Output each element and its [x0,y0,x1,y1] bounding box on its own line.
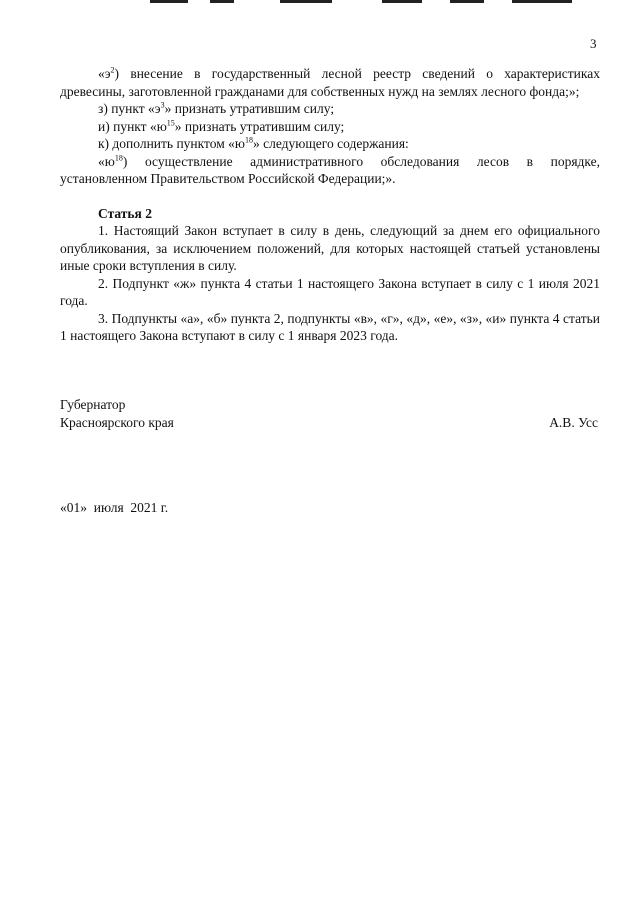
law-text [60,65,600,345]
item-e2-text: внесение в государственный лесной реестр сведений о характеристиках древесины, заготовленной гражданами для собственных нужд на землях лесного фонда;»; [60,66,600,99]
item-e2 [60,65,600,100]
scan-top-edge [150,0,620,4]
signing-date: «01» июля 2021 г. [60,500,169,515]
item-yu18-close: ) [122,153,128,169]
item-k-pre: к) дополнить пунктом «ю [98,136,246,151]
article-2-paragraph-1: 1. Настоящий Закон вступает в силу в день, следующий за днем его официального опубликования, за исключением положений, для которых настоящей статьей установлены иные сроки вступления в силу. [60,223,600,273]
item-yu18-mark: «ю [98,153,115,169]
item-i-sup: 15 [166,118,175,127]
article-2-paragraph-3: 3. Подпункты «а», «б» пункта 2, подпункты «в», «г», «д», «е», «з», «и» пункта 4 статьи 1 настоящего Закона вступают в силу с 1 января 2023 года. [60,310,600,343]
item-k-post: » следующего содержания: [253,136,409,151]
article-2-paragraph-2: 2. Подпункт «ж» пункта 4 статьи 1 настоящего Закона вступает в силу с 1 июля 2021 года. [60,275,600,308]
item-yu18-sup: 18 [114,153,123,162]
item-yu18 [60,153,600,188]
signatory-name: А.В. Усс [549,414,598,430]
item-z [60,100,600,118]
item-i-pre: и) пункт «ю [98,118,167,134]
item-k-sup: 18 [245,135,254,145]
item-yu18-text: осуществление административного обследования лесов в порядке, установленном Правительством Российской Федерации;». [60,153,600,186]
item-z-post: » признать утратившим силу; [164,101,335,116]
item-i-post: » признать утратившим силу; [174,118,345,134]
signature-block [60,396,598,431]
item-z-sup: 3 [160,100,165,110]
item-z-pre: з) пункт «э [98,101,161,116]
signatory-title-line-1: Губернатор [60,397,126,412]
signatory-title-line-2: Красноярского края [60,414,174,430]
item-e2-mark: «э [98,66,111,81]
item-k [60,135,600,153]
item-e2-sup: 2 [110,65,115,75]
item-e2-close: ) [114,66,120,81]
page-number: 3 [590,36,597,51]
item-i [60,118,600,136]
article-2-heading: Статья 2 [98,205,152,221]
